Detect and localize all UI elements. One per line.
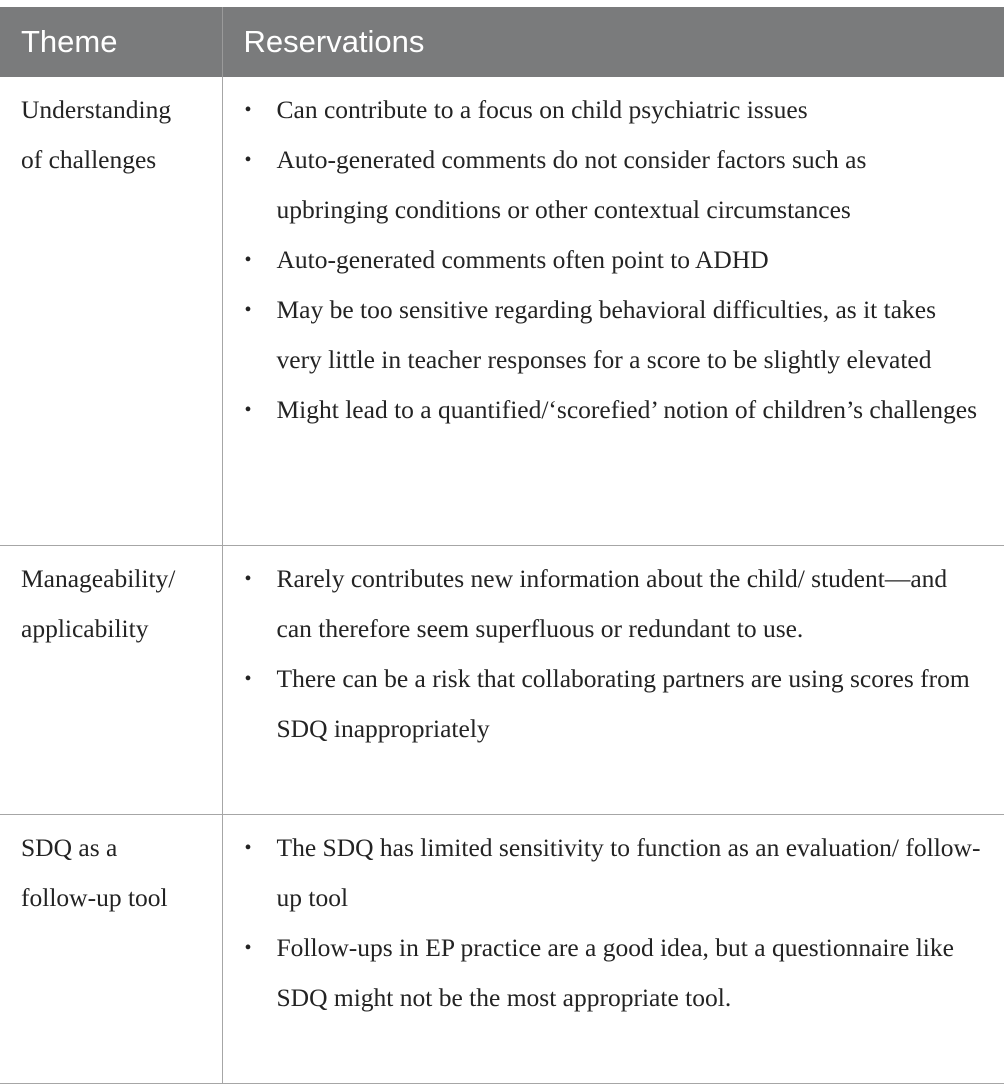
theme-column-header: Theme bbox=[0, 7, 222, 77]
reservation-item bbox=[223, 823, 985, 923]
reservation-text: Can contribute to a focus on child psychiatric issues bbox=[276, 95, 808, 124]
reservation-item bbox=[223, 135, 985, 235]
bullet-dot-icon: • bbox=[244, 149, 252, 171]
theme-cell bbox=[0, 815, 222, 1084]
bullet-dot-icon: • bbox=[244, 668, 252, 690]
reservation-text: There can be a risk that collaborating partners are using scores from SDQ inappropriately bbox=[276, 664, 970, 743]
theme-cell bbox=[0, 77, 222, 546]
table-row bbox=[0, 77, 1004, 546]
table-header bbox=[0, 7, 1004, 77]
reservation-text: Rarely contributes new information about the child/ student—and can therefore seem superfluous or redundant to use. bbox=[276, 564, 948, 643]
reservation-text: Auto-generated comments often point to ADHD bbox=[276, 245, 769, 274]
bullet-dot-icon: • bbox=[244, 399, 252, 421]
reservations-cell bbox=[222, 815, 1004, 1084]
bullet-dot-icon: • bbox=[244, 249, 252, 271]
reservation-item bbox=[223, 385, 985, 435]
reservation-item bbox=[223, 85, 985, 135]
theme-line: follow-up tool bbox=[21, 883, 168, 912]
reservation-text: Might lead to a quantified/‘scorefied’ notion of children’s challenges bbox=[276, 395, 978, 424]
reservation-list bbox=[223, 554, 985, 754]
bullet-dot-icon: • bbox=[244, 937, 252, 959]
theme-line: of challenges bbox=[21, 145, 157, 174]
reservation-text: May be too sensitive regarding behavioral difficulties, as it takes very little in teacher responses for a score to be slightly elevated bbox=[276, 295, 937, 374]
theme-line: SDQ as a bbox=[21, 833, 118, 862]
theme-line: Understanding bbox=[21, 95, 172, 124]
theme-line: applicability bbox=[21, 614, 149, 643]
bullet-dot-icon: • bbox=[244, 99, 252, 121]
theme-line: Manageability/ bbox=[21, 564, 176, 593]
reservation-item bbox=[223, 285, 985, 385]
reservation-item bbox=[223, 554, 985, 654]
table-body bbox=[0, 77, 1004, 1084]
table-row bbox=[0, 546, 1004, 815]
header-row bbox=[0, 7, 1004, 77]
reservation-list bbox=[223, 85, 985, 435]
reservations-table bbox=[0, 7, 1004, 1084]
theme-cell bbox=[0, 546, 222, 815]
reservation-list bbox=[223, 823, 985, 1023]
reservations-column-header: Reservations bbox=[222, 7, 1004, 77]
bullet-dot-icon: • bbox=[244, 837, 252, 859]
reservations-cell bbox=[222, 77, 1004, 546]
reservation-item bbox=[223, 235, 985, 285]
reservation-item bbox=[223, 923, 985, 1023]
reservations-cell bbox=[222, 546, 1004, 815]
reservation-item bbox=[223, 654, 985, 754]
bullet-dot-icon: • bbox=[244, 568, 252, 590]
bullet-dot-icon: • bbox=[244, 299, 252, 321]
table-row bbox=[0, 815, 1004, 1084]
reservation-text: The SDQ has limited sensitivity to function as an evaluation/ follow-up tool bbox=[276, 833, 981, 912]
reservation-text: Auto-generated comments do not consider factors such as upbringing conditions or other contextual circumstances bbox=[276, 145, 867, 224]
reservation-text: Follow-ups in EP practice are a good idea, but a questionnaire like SDQ might not be the most appropriate tool. bbox=[276, 933, 954, 1012]
